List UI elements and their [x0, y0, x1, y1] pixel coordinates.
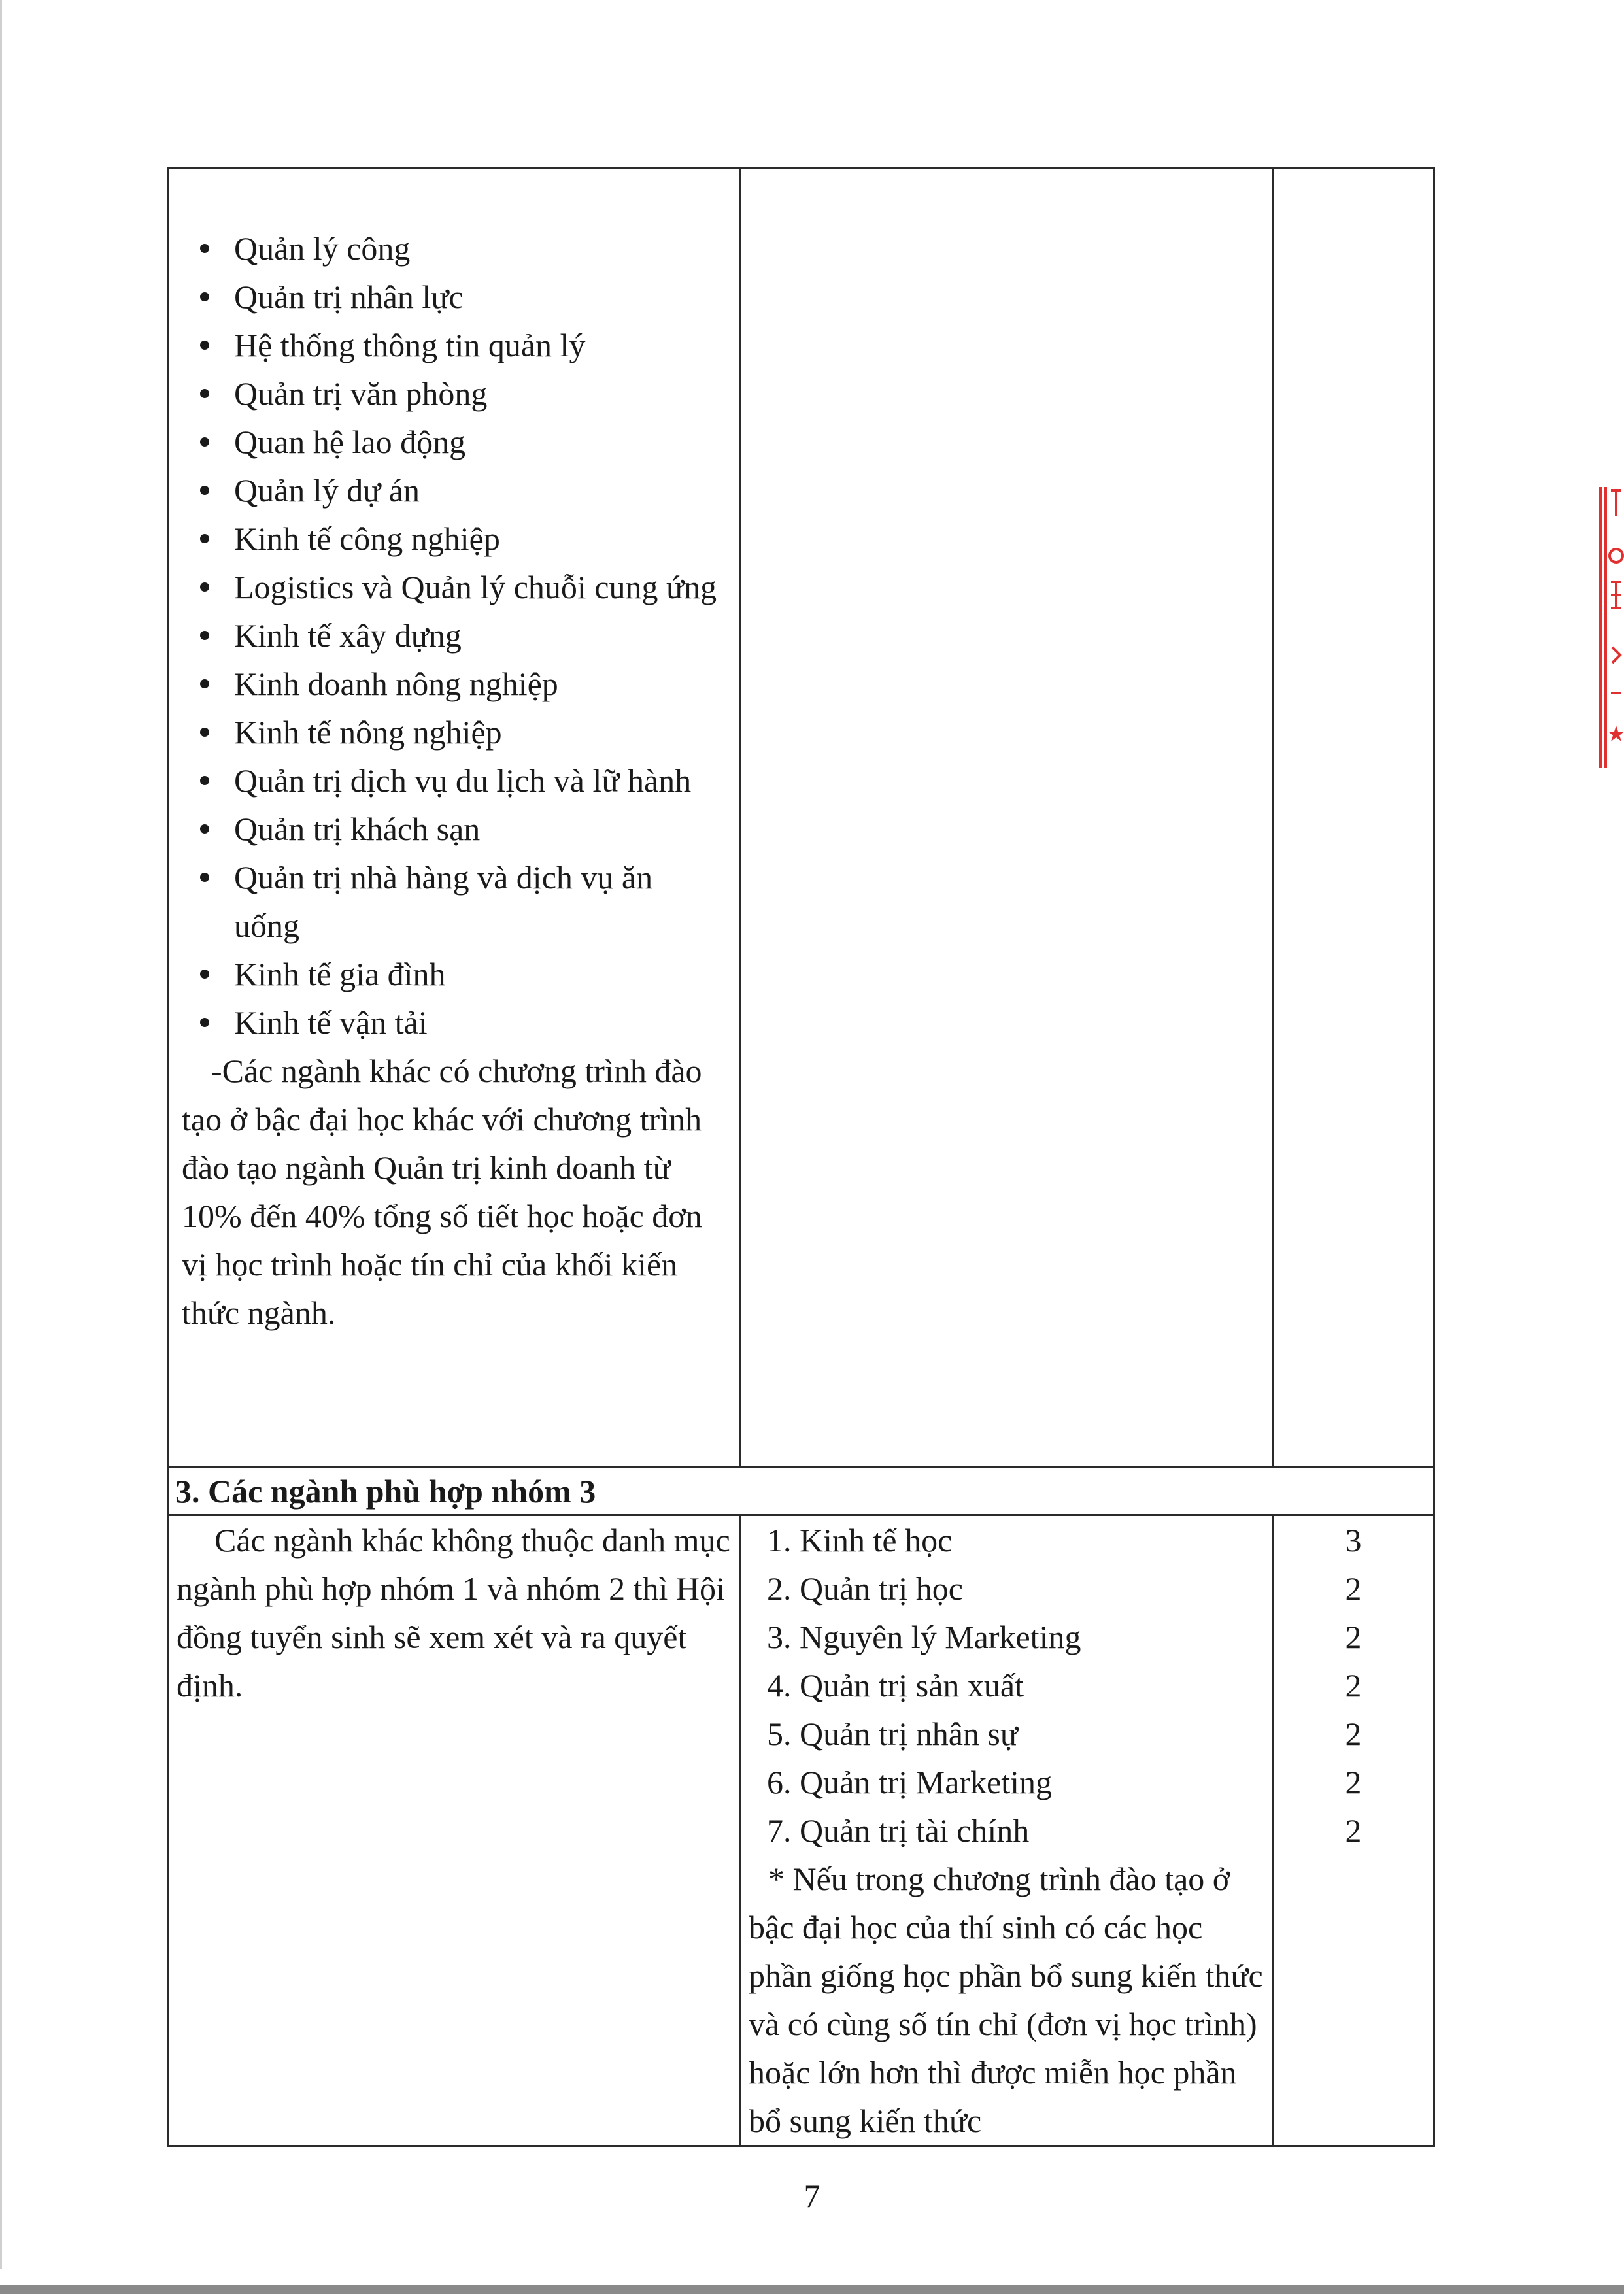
major-item: Quản lý công: [182, 224, 726, 273]
group2-majors-cell: [168, 168, 740, 1468]
course-credit: 2: [1345, 1570, 1362, 1607]
major-item: Quản trị nhân lực: [182, 273, 726, 321]
major-item: Kinh tế công nghiệp: [182, 514, 726, 563]
major-item: Quan hệ lao động: [182, 418, 726, 466]
major-item: Quản trị dịch vụ du lịch và lữ hành: [182, 756, 726, 805]
major-item: Kinh tế vận tải: [182, 998, 726, 1047]
major-item: Logistics và Quản lý chuỗi cung ứng: [182, 563, 726, 611]
major-item: Quản trị nhà hàng và dịch vụ ăn uống: [182, 853, 726, 950]
major-item: Kinh doanh nông nghiệp: [182, 660, 726, 708]
course-credit: 3: [1345, 1522, 1362, 1559]
group2-credits-cell: [1273, 168, 1434, 1468]
section3-header-row: [168, 1468, 1434, 1515]
course-item: 7. Quản trị tài chính: [767, 1812, 1030, 1849]
red-stamp-fragment: [1593, 484, 1624, 771]
group3-credits-cell: [1273, 1515, 1434, 2146]
course-credit: 2: [1345, 1667, 1362, 1704]
course-list: [741, 1516, 1272, 1855]
group2-row: [168, 168, 1434, 1468]
group3-row: [168, 1515, 1434, 2146]
group2-majors-list: [182, 224, 726, 1047]
group2-courses-cell: [740, 168, 1273, 1468]
group3-description: Các ngành khác không thuộc danh mục ngành phù hợp nhóm 1 và nhóm 2 thì Hội đồng tuyển sinh sẽ xem xét và ra quyết định.: [177, 1522, 730, 1704]
course-item: 2. Quản trị học: [767, 1570, 963, 1607]
course-item: 5. Quản trị nhân sự: [767, 1715, 1018, 1752]
page-number: 7: [804, 2178, 820, 2214]
group3-courses-cell: [740, 1515, 1273, 2146]
group3-description-cell: [168, 1515, 740, 2146]
requirements-table: [167, 167, 1435, 2147]
major-item: Kinh tế gia đình: [182, 950, 726, 998]
major-item: Quản trị văn phòng: [182, 369, 726, 418]
credit-list: [1274, 1516, 1433, 1855]
course-credit: 2: [1345, 1764, 1362, 1800]
major-item: Kinh tế nông nghiệp: [182, 708, 726, 756]
group2-note: -Các ngành khác có chương trình đào tạo ở bậc đại học khác với chương trình đào tạo ngành Quản trị kinh doanh từ 10% đến 40% tổng số tiết học hoặc đơn vị học trình hoặc tín chỉ của khối kiến thức ngành.: [182, 1053, 702, 1331]
course-note: * Nếu trong chương trình đào tạo ở bậc đại học của thí sinh có các học phần giống học phần bổ sung kiến thức và có cùng số tín chỉ (đơn vị học trình) hoặc lớn hơn thì được miễn học phần bổ sung kiến thức: [749, 1861, 1263, 2139]
course-credit: 2: [1345, 1812, 1362, 1849]
section3-title: 3. Các ngành phù hợp nhóm 3: [168, 1468, 1434, 1515]
page-edge: [0, 0, 2, 2269]
scan-edge: [0, 2285, 1624, 2294]
course-credit: 2: [1345, 1715, 1362, 1752]
major-item: Quản lý dự án: [182, 466, 726, 514]
course-item: 4. Quản trị sản xuất: [767, 1667, 1024, 1704]
major-item: Hệ thống thông tin quản lý: [182, 321, 726, 369]
course-item: 6. Quản trị Marketing: [767, 1764, 1053, 1800]
major-item: Kinh tế xây dựng: [182, 611, 726, 660]
course-item: 1. Kinh tế học: [767, 1522, 953, 1559]
course-credit: 2: [1345, 1619, 1362, 1655]
course-item: 3. Nguyên lý Marketing: [767, 1619, 1081, 1655]
major-item: Quản trị khách sạn: [182, 805, 726, 853]
